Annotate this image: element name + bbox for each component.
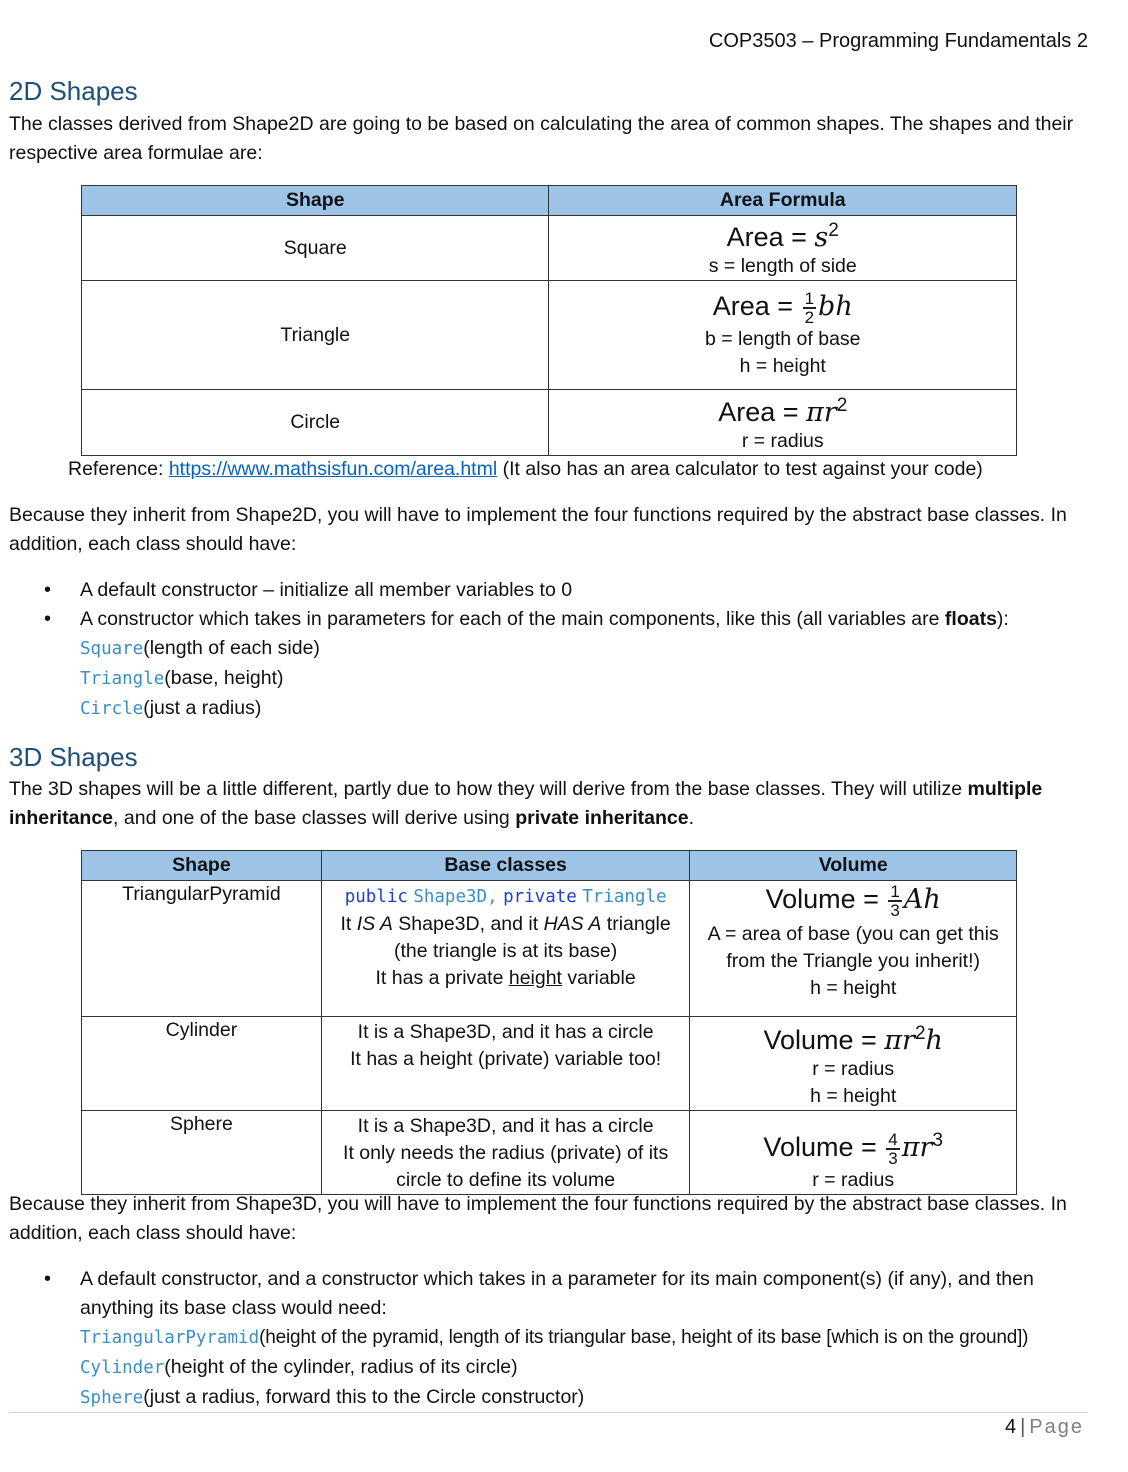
heading-2d-shapes: 2D Shapes <box>9 76 138 106</box>
square-note: s = length of side <box>708 255 857 277</box>
cylinder-base-line-1: It is a Shape3D, and it has a circle <box>357 1021 654 1043</box>
pyramid-note-triangle: from the Triangle you inherit!) <box>726 950 980 972</box>
intro-2d-paragraph: The classes derived from Shape2D are going to be based on calculating the area of common shapes. The shapes and their respective area formulae are: <box>9 113 1074 164</box>
pyramid-volume-formula: Volume = $\frac{1}{3}$ Ah <box>765 882 941 920</box>
formula-cell-circle <box>549 390 1017 456</box>
after-2d-paragraph: Because they inherit from Shape2D, you will have to implement the four functions required by the abstract base classes. In addition, each class should have: <box>9 504 1067 555</box>
page-header: COP3503 – Programming Fundamentals 2 <box>708 30 1088 52</box>
col-header-base-classes: Base classes <box>321 851 690 881</box>
square-area-formula: Area = $s^2$ <box>726 220 839 253</box>
cylinder-volume-formula: Volume = $\pi r^2h$ <box>763 1023 943 1056</box>
table-row <box>82 281 1017 390</box>
sphere-base-line-2: It only needs the radius (private) of its <box>343 1142 669 1164</box>
pyramid-height-var: It has a private height variable <box>375 967 636 989</box>
pyramid-note-height: h = height <box>810 977 897 999</box>
intro-3d-paragraph: The 3D shapes will be a little different, partly due to how they will derive from the base classes. They will utilize multiple inheritance, and one of the base classes will derive using private inheritance. <box>9 778 1043 829</box>
triangle-note-base: b = length of base <box>704 328 861 350</box>
cylinder-base-line-2: It has a height (private) variable too! <box>350 1048 662 1070</box>
footer-separator: | <box>1020 1416 1026 1438</box>
table-row <box>82 1111 1017 1195</box>
shape-cell-sphere: Sphere <box>82 1111 322 1195</box>
formula-cell-triangle <box>549 281 1017 390</box>
triangle-area-formula: Area = $\frac{1}{2}$ bh <box>712 289 853 327</box>
shape-cell-pyramid: TriangularPyramid <box>82 881 322 1017</box>
page-label: Page <box>1029 1416 1084 1438</box>
triangle-note-height: h = height <box>739 355 826 377</box>
pyramid-inheritance-code: public Shape3D, private Triangle <box>344 887 667 907</box>
table-header-row <box>82 851 1017 881</box>
table-row <box>82 390 1017 456</box>
footer-divider <box>9 1412 1088 1413</box>
shape-cell-square: Square <box>82 216 549 281</box>
formula-cell-square <box>549 216 1017 281</box>
list-item: • A default constructor – initialize all member variables to 0 <box>80 576 1110 605</box>
table-row <box>82 1017 1017 1111</box>
pyramid-triangle-base: (the triangle is at its base) <box>393 940 618 962</box>
cylinder-note-height: h = height <box>810 1085 897 1107</box>
constructor-square: Square(length of each side) <box>80 637 320 659</box>
heading-3d-shapes: 3D Shapes <box>9 742 138 772</box>
table-row <box>82 881 1017 1017</box>
cylinder-note-radius: r = radius <box>812 1058 895 1080</box>
pyramid-is-has: It IS A Shape3D, and it HAS A triangle <box>340 913 671 935</box>
base-cell-pyramid <box>321 881 690 1017</box>
page-number: 4 <box>1004 1416 1017 1438</box>
area-formula-table <box>81 185 1017 456</box>
reference-line: Reference: https://www.mathsisfun.com/area.html (It also has an area calculator to test against your code) <box>68 458 983 480</box>
reference-link[interactable]: https://www.mathsisfun.com/area.html <box>168 458 498 480</box>
shape-cell-cylinder: Cylinder <box>82 1017 322 1111</box>
shape-cell-triangle: Triangle <box>82 281 549 390</box>
col-header-shape: Shape <box>82 851 322 881</box>
col-header-area-formula: Area Formula <box>549 186 1017 216</box>
volume-cell-cylinder <box>690 1017 1017 1111</box>
base-cell-sphere <box>321 1111 690 1195</box>
circle-area-formula: Area = $\pi r^2$ <box>718 394 848 428</box>
constructor-pyramid: TriangularPyramid(height of the pyramid, length of its triangular base, height of its base [which is on the ground]) <box>80 1327 1029 1348</box>
sphere-base-line-3: circle to define its volume <box>396 1169 616 1191</box>
volume-cell-sphere <box>690 1111 1017 1195</box>
col-header-shape: Shape <box>82 186 549 216</box>
constructor-cylinder: Cylinder(height of the cylinder, radius of its circle) <box>80 1356 518 1378</box>
sphere-note-radius: r = radius <box>812 1169 895 1191</box>
volume-formula-table <box>81 850 1017 1195</box>
pyramid-note-area: A = area of base (you can get this <box>707 923 999 945</box>
bullets-3d <box>80 1265 1110 1413</box>
page-footer <box>1005 1416 1084 1439</box>
bullets-2d <box>80 576 1110 724</box>
constructor-circle: Circle(just a radius) <box>80 697 262 719</box>
table-row <box>82 216 1017 281</box>
constructor-triangle: Triangle(base, height) <box>80 667 284 689</box>
sphere-volume-formula: Volume = $\frac{4}{3}$ $\pi r^3$ <box>763 1130 943 1168</box>
list-item: • A default constructor, and a constructor which takes in a parameter for its main component(s) (if any), and then anything its base class would need: <box>80 1265 1110 1323</box>
table-header-row <box>82 186 1017 216</box>
shape-cell-circle: Circle <box>82 390 549 456</box>
volume-cell-pyramid <box>690 881 1017 1017</box>
list-item: • A constructor which takes in parameters for each of the main components, like this (all variables are floats): <box>80 605 1110 634</box>
circle-note: r = radius <box>741 429 824 452</box>
sphere-base-line-1: It is a Shape3D, and it has a circle <box>357 1115 654 1137</box>
after-3d-paragraph: Because they inherit from Shape3D, you will have to implement the four functions required by the abstract base classes. In addition, each class should have: <box>9 1193 1067 1244</box>
col-header-volume: Volume <box>690 851 1017 881</box>
constructor-sphere: Sphere(just a radius, forward this to the Circle constructor) <box>80 1386 585 1408</box>
base-cell-cylinder <box>321 1017 690 1111</box>
